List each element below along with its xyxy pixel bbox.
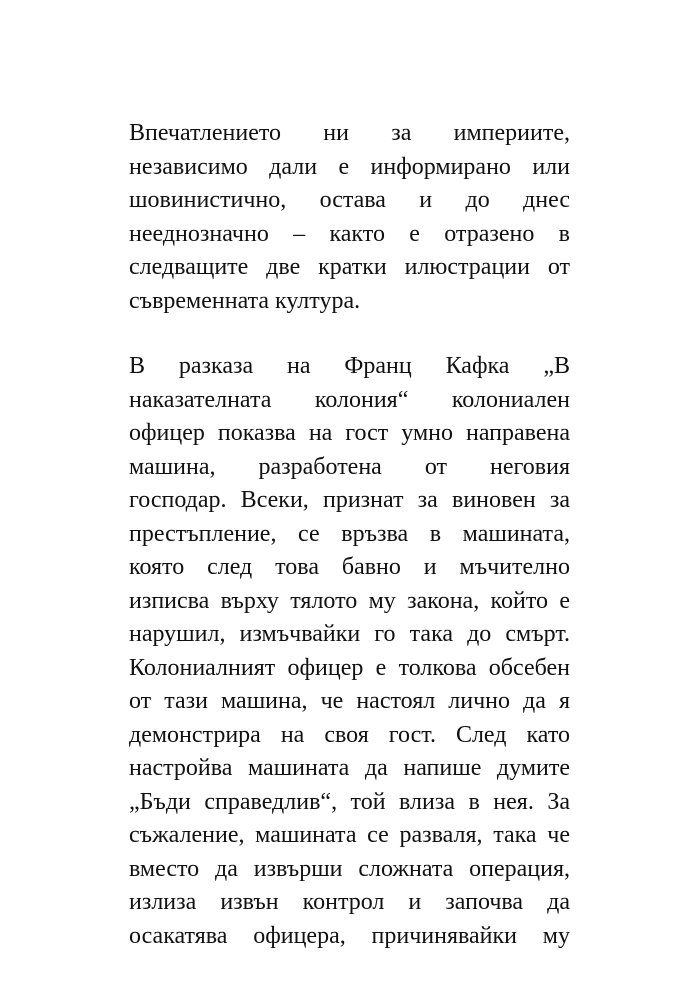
text-line: осакатява офицера, причинявайки му (129, 922, 570, 949)
text-line: съвременната култура. (129, 287, 361, 314)
paragraph-2 (129, 350, 570, 953)
text-line: престъпление, се връзва в машината, (129, 520, 570, 547)
text-line: вместо да извърши сложната операция, (129, 855, 570, 882)
body-text (129, 117, 570, 953)
paragraph-spacer (129, 318, 570, 350)
text-line: В разказа на Франц Кафка „В (129, 353, 570, 379)
text-line: независимо дали е информирано или (129, 153, 570, 180)
text-line: следващите две кратки илюстрации от (129, 254, 570, 280)
text-line: машина, разработена от неговия (129, 453, 570, 480)
text-line: която след това бавно и мъчително (129, 554, 570, 580)
text-line: шовинистично, остава и до днес (129, 187, 570, 213)
text-line: наказателната колония“ колониален (129, 386, 570, 413)
text-line: съжаление, машината се разваля, така че (129, 822, 570, 848)
paragraph-1 (129, 117, 570, 318)
text-line: демонстрира на своя гост. След като (129, 721, 570, 748)
text-line: господар. Всеки, признат за виновен за (129, 487, 570, 513)
text-line: Колониалният офицер е толкова обсебен (129, 654, 570, 681)
text-line: Впечатлението ни за империите, (129, 120, 570, 146)
text-line: „Бъди справедлив“, той влиза в нея. За (129, 788, 570, 815)
text-line: от тази машина, че настоял лично да я (129, 688, 570, 714)
text-line: офицер показва на гост умно направена (129, 420, 570, 446)
text-line: изписва върху тялото му закона, който е (129, 587, 570, 614)
text-line: нарушил, измъчвайки го така до смърт. (129, 621, 570, 647)
text-line: настройва машината да напише думите (129, 755, 570, 781)
text-line: излиза извън контрол и започва да (129, 889, 570, 915)
text-line: нееднозначно – както е отразено в (129, 220, 570, 247)
